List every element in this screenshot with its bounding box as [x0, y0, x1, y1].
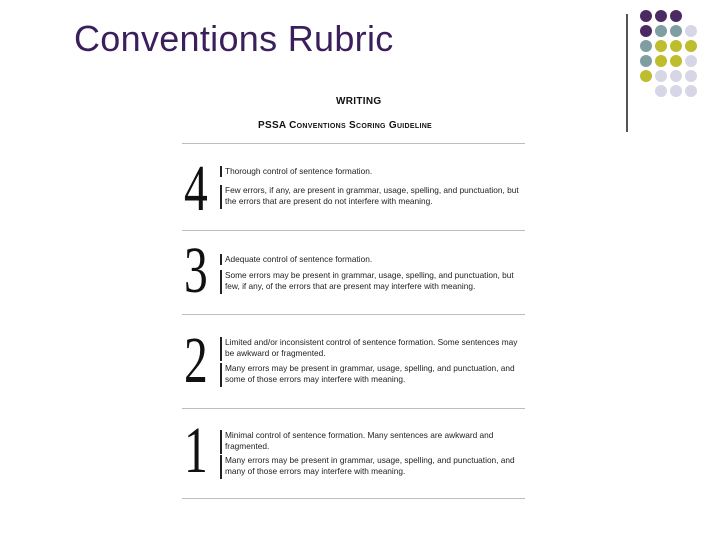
decorative-dot: [670, 40, 682, 52]
rubric-3-descriptor-2: Some errors may be present in grammar, usage, spelling, and punctuation, but few, if any, of the errors that are present may interfere with meaning.: [225, 270, 514, 291]
descriptor-bar: [220, 166, 222, 177]
descriptor-bar: [220, 455, 222, 479]
rubric-score-4: 4: [184, 152, 208, 225]
decorative-dot: [655, 40, 667, 52]
decorative-dot: [655, 25, 667, 37]
decorative-dot: [640, 25, 652, 37]
decorative-dot: [685, 55, 697, 67]
decorative-dot: [670, 70, 682, 82]
divider-line: [626, 14, 628, 132]
decorative-dot: [655, 70, 667, 82]
rubric-score-2: 2: [184, 324, 208, 397]
decorative-dot: [670, 10, 682, 22]
descriptor-bar: [220, 430, 222, 454]
decorative-dot: [640, 40, 652, 52]
rubric-4-descriptor-2: Few errors, if any, are present in grammar, usage, spelling, and punctuation, but the errors that are present do not interfere with meaning.: [225, 185, 519, 206]
decorative-dot: [670, 55, 682, 67]
rubric-3-descriptor-1: Adequate control of sentence formation.: [225, 254, 373, 264]
rubric-score-3: 3: [184, 234, 208, 307]
rule-line: [182, 230, 525, 231]
document-subheading: PSSA Conventions Scoring Guideline: [258, 120, 433, 131]
rubric-1-descriptor-2: Many errors may be present in grammar, usage, spelling, and punctuation, and many of those errors may interfere with meaning.: [225, 455, 515, 476]
decorative-dot: [640, 10, 652, 22]
slide-title: Conventions Rubric: [74, 18, 394, 59]
decorative-dot: [655, 85, 667, 97]
descriptor-bar: [220, 270, 222, 294]
rubric-2-descriptor-2: Many errors may be present in grammar, usage, spelling, and punctuation, and some of those errors may interfere with meaning.: [225, 363, 515, 384]
descriptor-bar: [220, 254, 222, 265]
decorative-dot: [670, 85, 682, 97]
rule-line: [182, 314, 525, 315]
rubric-2-descriptor-1: Limited and/or inconsistent control of sentence formation. Some sentences may be awkward or fragmented.: [225, 337, 518, 358]
descriptor-bar: [220, 337, 222, 361]
descriptor-bar: [220, 363, 222, 387]
decorative-dot: [685, 25, 697, 37]
decorative-dot: [655, 10, 667, 22]
rubric-score-1: 1: [184, 414, 208, 487]
rule-line: [182, 408, 525, 409]
rule-line: [182, 143, 525, 144]
rule-line: [182, 498, 525, 499]
decorative-dot: [640, 55, 652, 67]
rubric-4-descriptor-1: Thorough control of sentence formation.: [225, 166, 373, 176]
decorative-dot: [640, 70, 652, 82]
decorative-dot: [685, 85, 697, 97]
decorative-dot: [670, 25, 682, 37]
decorative-dot: [655, 55, 667, 67]
rubric-1-descriptor-1: Minimal control of sentence formation. Many sentences are awkward and fragmented.: [225, 430, 494, 451]
document-heading: WRITING: [336, 96, 382, 107]
decorative-dot: [685, 40, 697, 52]
descriptor-bar: [220, 185, 222, 209]
decorative-dot: [685, 70, 697, 82]
